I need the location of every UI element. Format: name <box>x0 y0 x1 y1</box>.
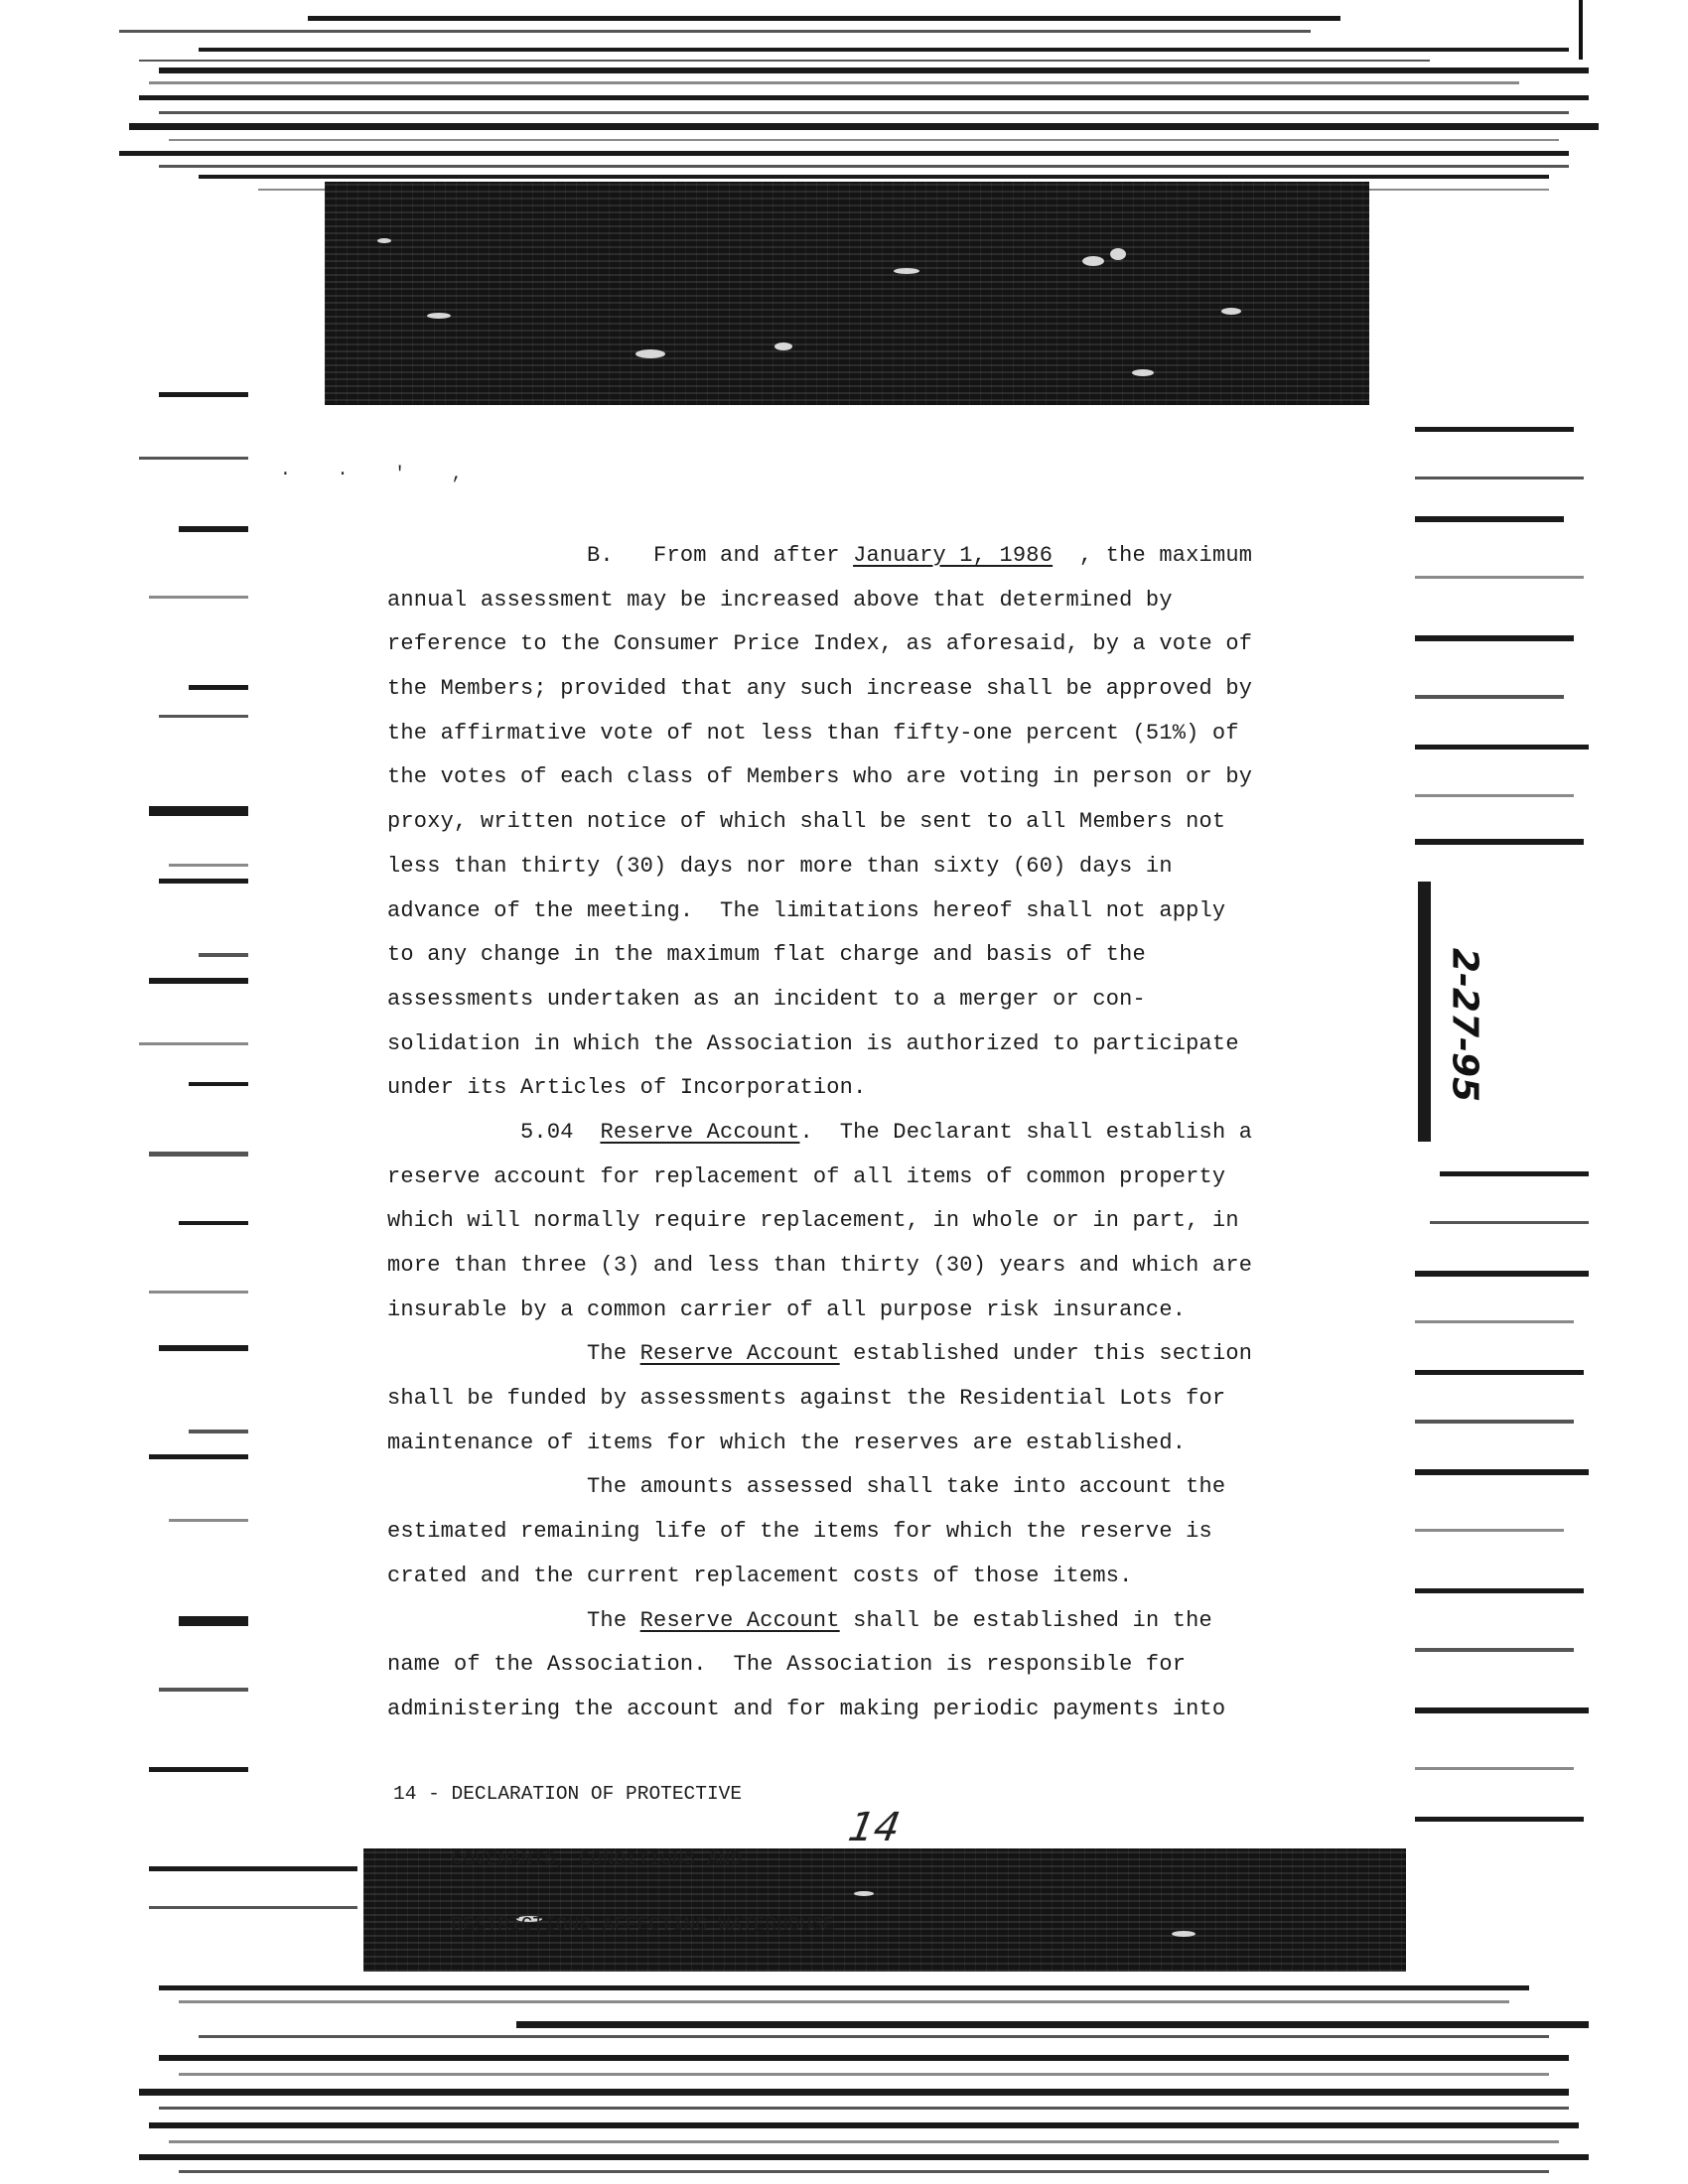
underlined-text: Reserve Account <box>639 1607 840 1633</box>
handwritten-page-number: 14 <box>844 1805 904 1850</box>
text-line: reference to the Consumer Price Index, as aforesaid, by a vote of <box>387 631 1253 657</box>
text-line: crated and the current replacement costs of those items. <box>387 1563 1133 1588</box>
text-line: name of the Association. The Association is responsible for <box>387 1652 1187 1678</box>
text-line: 5.04 Reserve Account. The Declarant shall establish a <box>387 1119 1253 1145</box>
text-line: The Reserve Account established under this section <box>387 1341 1253 1367</box>
text-line: under its Articles of Incorporation. <box>387 1075 867 1101</box>
text-line: the Members; provided that any such increase shall be approved by <box>387 676 1253 702</box>
text-line: solidation in which the Association is authorized to participate <box>387 1030 1239 1056</box>
document-footer <box>393 1739 835 1979</box>
text-line: assessments undertaken as an incident to a merger or con- <box>387 986 1146 1012</box>
text-line: more than three (3) and less than thirty (30) years and which are <box>387 1253 1253 1278</box>
text-line: insurable by a common carrier of all purpose risk insurance. <box>387 1297 1187 1322</box>
text-line: proxy, written notice of which shall be sent to all Members not <box>387 809 1226 835</box>
text-line: The amounts assessed shall take into account the <box>387 1474 1226 1500</box>
text-line: B. From and after January 1, 1986 , the maximum <box>387 543 1253 568</box>
text-line: less than thirty (30) days nor more than sixty (60) days in <box>387 853 1173 879</box>
text-line: maintenance of items for which the reserves are established. <box>387 1430 1187 1455</box>
date-stamp-bar <box>1418 882 1431 1142</box>
text-line: annual assessment may be increased above that determined by <box>387 587 1173 613</box>
text-line: the votes of each class of Members who are voting in person or by <box>387 764 1253 790</box>
text-line: administering the account and for making periodic payments into <box>387 1696 1226 1721</box>
footer-line: RESTRICTIONS AFFECTING WATERHOUSE <box>393 1914 835 1936</box>
document-body <box>387 534 1286 1732</box>
underlined-text: Reserve Account <box>639 1341 840 1367</box>
document-sheet <box>260 405 1410 1936</box>
handwritten-date: 2-27-95 <box>1444 947 1485 1103</box>
stray-marks: · · ' , <box>280 465 481 484</box>
text-line: advance of the meeting. The limitations hereof shall not apply <box>387 897 1226 923</box>
text-line: to any change in the maximum flat charge and basis of the <box>387 942 1146 968</box>
text-line: estimated remaining life of the items for which the reserve is <box>387 1519 1212 1545</box>
text-line: which will normally require replacement, in whole or in part, in <box>387 1208 1239 1234</box>
footer-line: COVENANTS, CONDITIONS AND <box>393 1848 743 1870</box>
text-line: reserve account for replacement of all items of common property <box>387 1163 1226 1189</box>
text-line: the affirmative vote of not less than fifty-one percent (51%) of <box>387 720 1239 746</box>
underlined-text: January 1, 1986 <box>853 543 1054 568</box>
text-line: shall be funded by assessments against the Residential Lots for <box>387 1386 1226 1412</box>
text-line: The Reserve Account shall be established in the <box>387 1607 1212 1633</box>
underlined-text: Reserve Account <box>600 1119 800 1145</box>
footer-line: 14 - DECLARATION OF PROTECTIVE <box>393 1783 743 1805</box>
